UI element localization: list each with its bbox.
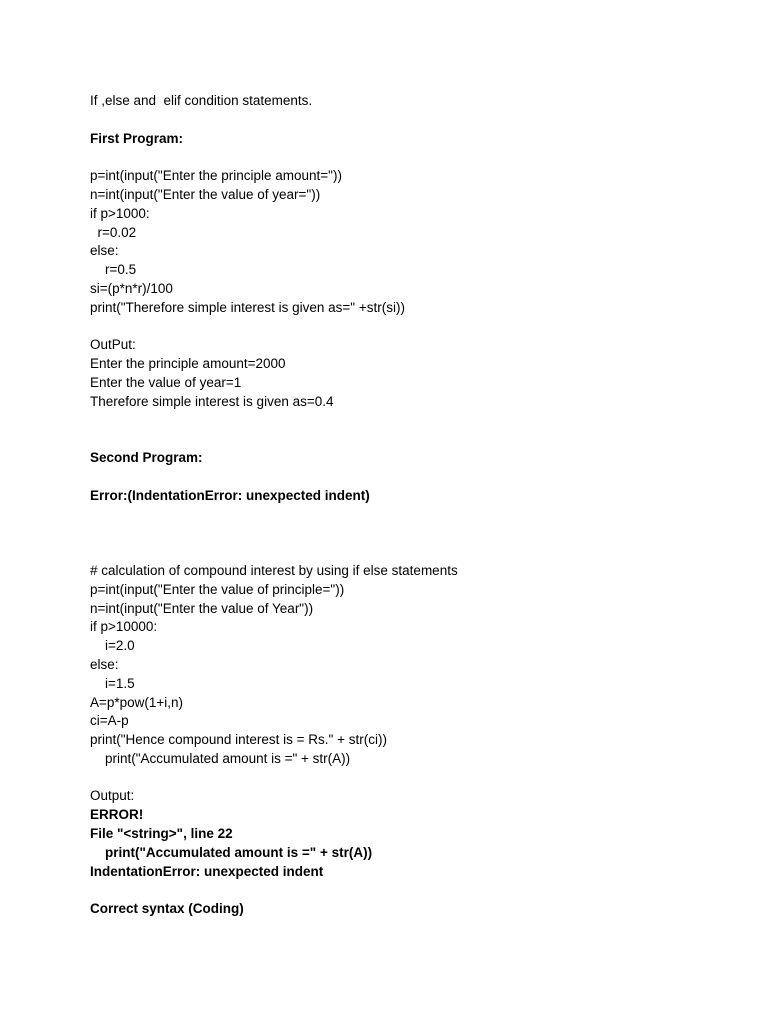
first-output-label: OutPut:	[90, 337, 136, 353]
document-page	[90, 92, 730, 919]
code-line: i=1.5	[90, 675, 135, 691]
code-line: A=p*pow(1+i,n)	[90, 694, 184, 710]
first-program-heading: First Program:	[90, 130, 184, 146]
code-line: else:	[90, 243, 119, 259]
code-line: ci=A-p	[90, 713, 129, 729]
code-comment: # calculation of compound interest by using if else statements	[90, 562, 458, 578]
first-program-output	[90, 355, 730, 411]
code-line: print("Hence compound interest is = Rs." + str(ci))	[90, 732, 387, 748]
output-line: Therefore simple interest is given as=0.4	[90, 393, 334, 409]
second-output-label: Output:	[90, 788, 135, 804]
second-program-heading: Second Program:	[90, 450, 203, 466]
code-line: else:	[90, 656, 119, 672]
code-line: p=int(input("Enter the value of principle="))	[90, 581, 345, 597]
code-line: if p>1000:	[90, 205, 150, 221]
error-heading: Error:(IndentationError: unexpected indent)	[90, 487, 370, 503]
output-line: Enter the value of year=1	[90, 374, 242, 390]
error-line: IndentationError: unexpected indent	[90, 863, 324, 879]
code-line: print("Therefore simple interest is given as=" +str(si))	[90, 299, 405, 315]
code-line: i=2.0	[90, 638, 135, 654]
error-output	[90, 806, 730, 881]
code-line: r=0.5	[90, 262, 137, 278]
output-line: Enter the principle amount=2000	[90, 356, 286, 372]
code-line: r=0.02	[90, 224, 137, 240]
error-line: File "<string>", line 22	[90, 826, 233, 842]
code-line: if p>10000:	[90, 619, 158, 635]
code-line: n=int(input("Enter the value of year="))	[90, 186, 321, 202]
intro-text: If ,else and elif condition statements.	[90, 93, 313, 108]
second-program-code	[90, 562, 730, 769]
code-line: n=int(input("Enter the value of Year"))	[90, 600, 314, 616]
code-line: p=int(input("Enter the principle amount="))	[90, 168, 342, 184]
code-line: print("Accumulated amount is =" + str(A))	[90, 750, 351, 766]
error-line: ERROR!	[90, 807, 144, 823]
correct-syntax-heading: Correct syntax (Coding)	[90, 901, 244, 917]
first-program-code	[90, 167, 730, 317]
code-line: si=(p*n*r)/100	[90, 280, 173, 296]
error-line: print("Accumulated amount is =" + str(A))	[90, 844, 373, 860]
